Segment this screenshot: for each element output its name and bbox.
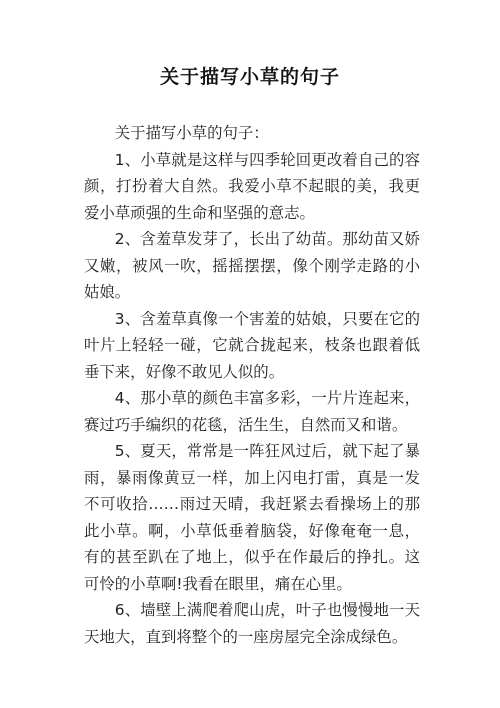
paragraph-4: 4、那小草的颜色丰富多彩，一片片连起来，赛过巧手编织的花毯，活生生，自然而又和谐。 <box>84 389 420 434</box>
paragraph-3: 3、含羞草真像一个害羞的姑娘，只要在它的叶片上轻轻一碰，它就合拢起来，枝条也跟着低垂下来，好像不敢见人似的。 <box>84 309 420 381</box>
paragraph-2: 2、含羞草发芽了，长出了幼苗。那幼苗又娇又嫩，被风一吹，摇摇摆摆，像个刚学走路的小姑娘。 <box>84 230 420 301</box>
document-body <box>84 120 420 650</box>
paragraph-6: 6、墙壁上满爬着爬山虎，叶子也慢慢地一天天地大，直到将整个的一座房屋完全涂成绿色。 <box>84 601 420 646</box>
intro-paragraph: 关于描写小草的句子： <box>114 124 269 142</box>
paragraph-1: 1、小草就是这样与四季轮回更改着自己的容颜，打扮着大自然。我爱小草不起眼的美，我更爱小草顽强的生命和坚强的意志。 <box>84 150 420 222</box>
paragraph-5: 5、夏天，常常是一阵狂风过后，就下起了暴雨，暴雨像黄豆一样，加上闪电打雷，真是一发不可收拾……雨过天晴，我赶紧去看操场上的那此小草。啊，小草低垂着脑袋，好像奄奄一息，有的甚至趴在了地上，似乎在作最后的挣扎。这可怜的小草啊!我看在眼里，痛在心里。 <box>84 442 420 593</box>
document-title: 关于描写小草的句子 <box>159 66 340 88</box>
